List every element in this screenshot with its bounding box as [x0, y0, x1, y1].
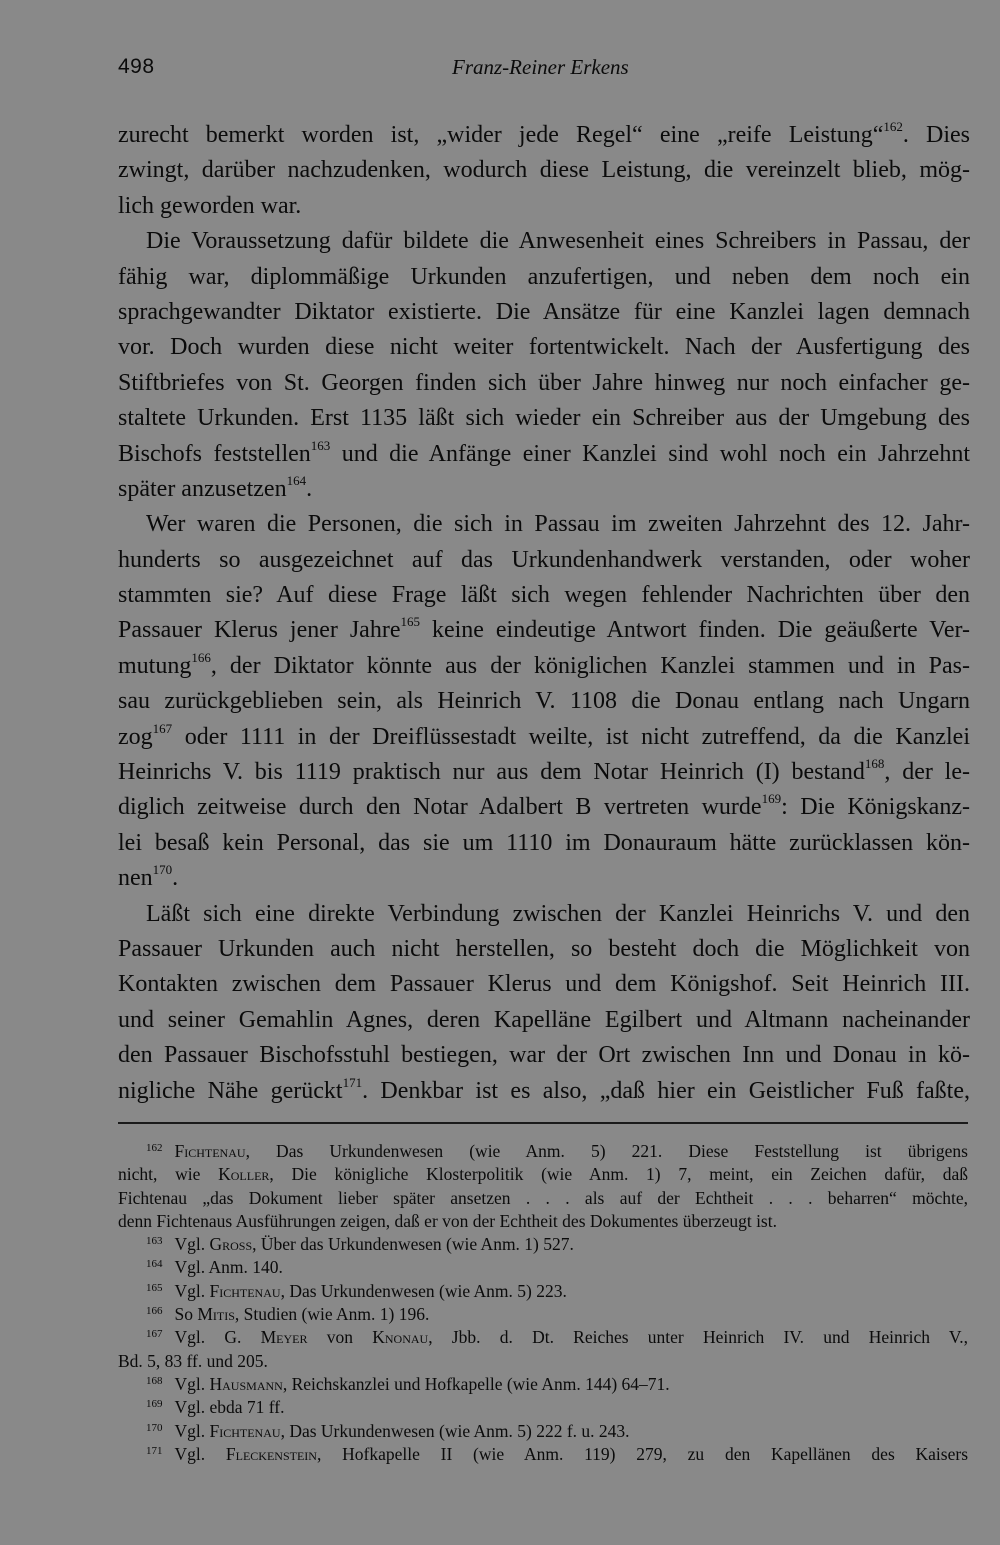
running-head: Franz-Reiner Erkens [452, 55, 629, 79]
main-text [118, 118, 970, 1109]
text-line: Läßt sich eine direkte Verbindung zwischen der Kanzlei Heinrichs V. und den [146, 900, 970, 927]
footnotes [118, 1140, 968, 1466]
footnote-line: denn Fichtenaus Ausführungen zeigen, daß er von der Echtheit des Dokumentes überzeugt ist. [118, 1210, 777, 1231]
footnote-165: $^{165}$ Vgl. Fichtenau, Das Urkundenwesen (wie Anm. 5) 223. [146, 1280, 567, 1301]
text-line: sau zurückgeblieben sein, als Heinrich V. 1108 die Donau entlang nach Ungarn [118, 688, 970, 715]
footnote-171: $^{171}$ Vgl. Fleckenstein, Hofkapelle II (wie Anm. 119) 279, zu den Kapellänen des Kaisers [146, 1443, 969, 1464]
footnote-number: 170 [146, 1421, 163, 1434]
footnote-169: $^{169}$ Vgl. ebda 71 ff. [146, 1397, 285, 1418]
text-line: später anzusetzen$^{164}$. [118, 472, 313, 502]
footnote-number: 165 [146, 1281, 163, 1294]
footnote-ref[interactable]: 171 [342, 1074, 363, 1090]
text-line: den Passauer Bischofsstuhl bestiegen, war der Ort zwischen Inn und Donau in kö- [118, 1042, 970, 1069]
footnote-divider [118, 1122, 968, 1124]
footnote-ref[interactable]: 168 [864, 756, 885, 772]
text-line: diglich zeitweise durch den Notar Adalbert B vertreten wurde$^{169}$: Die Königskanz- [118, 791, 970, 821]
footnote-number: 169 [146, 1398, 163, 1411]
footnote-170: $^{170}$ Vgl. Fichtenau, Das Urkundenwesen (wie Anm. 5) 222 f. u. 243. [146, 1420, 630, 1441]
footnote-164: $^{164}$ Vgl. Anm. 140. [146, 1257, 283, 1278]
text-line: staltete Urkunden. Erst 1135 läßt sich wieder ein Schreiber aus der Umgebung des [118, 405, 970, 432]
footnote-line: Fichtenau „das Dokument lieber später ansetzen . . . als auf der Echtheit . . . beharren“ möchte, [118, 1187, 968, 1208]
text-line: lei besaß kein Personal, das sie um 1110 im Donauraum hätte zurücklassen kön- [118, 829, 970, 856]
footnote-166: $^{166}$ So Mitis, Studien (wie Anm. 1) 196. [146, 1304, 430, 1325]
page-number: 498 [118, 55, 155, 78]
text-line: Die Voraussetzung dafür bildete die Anwesenheit eines Schreibers in Passau, der [146, 228, 970, 255]
footnote-line: Bd. 5, 83 ff. und 205. [118, 1350, 268, 1371]
text-line: zurecht bemerkt worden ist, „wider jede Regel“ eine „reife Leistung“$^{162}$. Dies [118, 119, 970, 148]
text-line: Passauer Urkunden auch nicht herstellen, so besteht doch die Möglichkeit von [118, 935, 970, 962]
text-line: Bischofs feststellen$^{163}$ und die Anfänge einer Kanzlei sind wohl noch ein Jahrzehnt [118, 437, 970, 467]
footnote-number: 162 [146, 1142, 163, 1154]
footnote-ref[interactable]: 170 [152, 862, 173, 878]
footnote-ref[interactable]: 163 [310, 437, 331, 453]
text-line: vor. Doch wurden diese nicht weiter fortentwickelt. Nach der Ausfertigung des [118, 334, 970, 361]
footnote-ref[interactable]: 162 [883, 119, 903, 134]
text-line: Passauer Klerus jener Jahre$^{165}$ keine eindeutige Antwort finden. Die geäußerte Ver- [118, 614, 971, 644]
footnote-number: 166 [146, 1305, 163, 1318]
text-line: hunderts so ausgezeichnet auf das Urkundenhandwerk verstanden, oder woher [118, 546, 970, 573]
footnote-ref[interactable]: 166 [191, 649, 211, 665]
footnote-ref[interactable]: 164 [286, 472, 307, 488]
footnote-168: $^{168}$ Vgl. Hausmann, Reichskanzlei und Hofkapelle (wie Anm. 144) 64–71. [146, 1373, 670, 1394]
text-line: stammten sie? Auf diese Frage läßt sich wegen fehlender Nachrichten über den [118, 582, 970, 609]
text-line: Kontakten zwischen dem Passauer Klerus und dem Königshof. Seit Heinrich III. [118, 971, 970, 998]
text-line: zwingt, darüber nachzudenken, wodurch diese Leistung, die vereinzelt blieb, mög- [118, 157, 970, 184]
footnote-162: $^{162}$ Fichtenau, Das Urkundenwesen (wie Anm. 5) 221. Diese Feststellung ist übrigens [146, 1141, 968, 1161]
text-line: zog$^{167}$ oder 1111 in der Dreiflüssestadt weilte, ist nicht zutreffend, da die Kanzlei [118, 720, 970, 750]
text-line: nigliche Nähe gerückt$^{171}$. Denkbar ist es also, „daß hier ein Geistlicher Fuß faßte, [118, 1074, 970, 1104]
footnote-number: 167 [146, 1328, 163, 1341]
footnote-line: nicht, wie Koller, Die königliche Klosterpolitik (wie Anm. 1) 7, meint, ein Zeichen dafür, daß [118, 1164, 968, 1185]
text-line: fähig war, diplommäßige Urkunden anzufertigen, und neben dem noch ein [118, 263, 970, 290]
footnote-number: 168 [146, 1374, 163, 1387]
footnote-ref[interactable]: 169 [761, 791, 782, 807]
page-header [0, 55, 1000, 87]
footnote-number: 164 [146, 1258, 163, 1271]
text-line: sprachgewandter Diktator existierte. Die Ansätze für eine Kanzlei lagen demnach [118, 298, 970, 325]
footnote-number: 163 [146, 1235, 163, 1248]
footnote-163: $^{163}$ Vgl. Gross, Über das Urkundenwesen (wie Anm. 1) 527. [146, 1234, 574, 1255]
footnote-ref[interactable]: 165 [400, 614, 420, 630]
footnote-number: 171 [146, 1444, 163, 1457]
text-line: Stiftbriefes von St. Georgen finden sich über Jahre hinweg nur noch einfacher ge- [118, 369, 970, 396]
footnote-ref[interactable]: 167 [152, 720, 173, 736]
text-line: Wer waren die Personen, die sich in Passau im zweiten Jahrzehnt des 12. Jahr- [146, 511, 970, 538]
text-line: lich geworden war. [118, 192, 302, 219]
text-line: und seiner Gemahlin Agnes, deren Kapelläne Egilbert und Altmann nacheinander [118, 1006, 970, 1033]
text-line: Heinrichs V. bis 1119 praktisch nur aus dem Notar Heinrich (I) bestand$^{168}$, der le- [118, 756, 970, 786]
text-line: mutung$^{166}$, der Diktator könnte aus der königlichen Kanzlei stammen und in Pas- [118, 649, 970, 679]
text-line: nen$^{170}$. [118, 862, 179, 892]
footnote-167: $^{167}$ Vgl. G. Meyer von Knonau, Jbb. d. Dt. Reiches unter Heinrich IV. und Heinrich V., [146, 1327, 969, 1348]
